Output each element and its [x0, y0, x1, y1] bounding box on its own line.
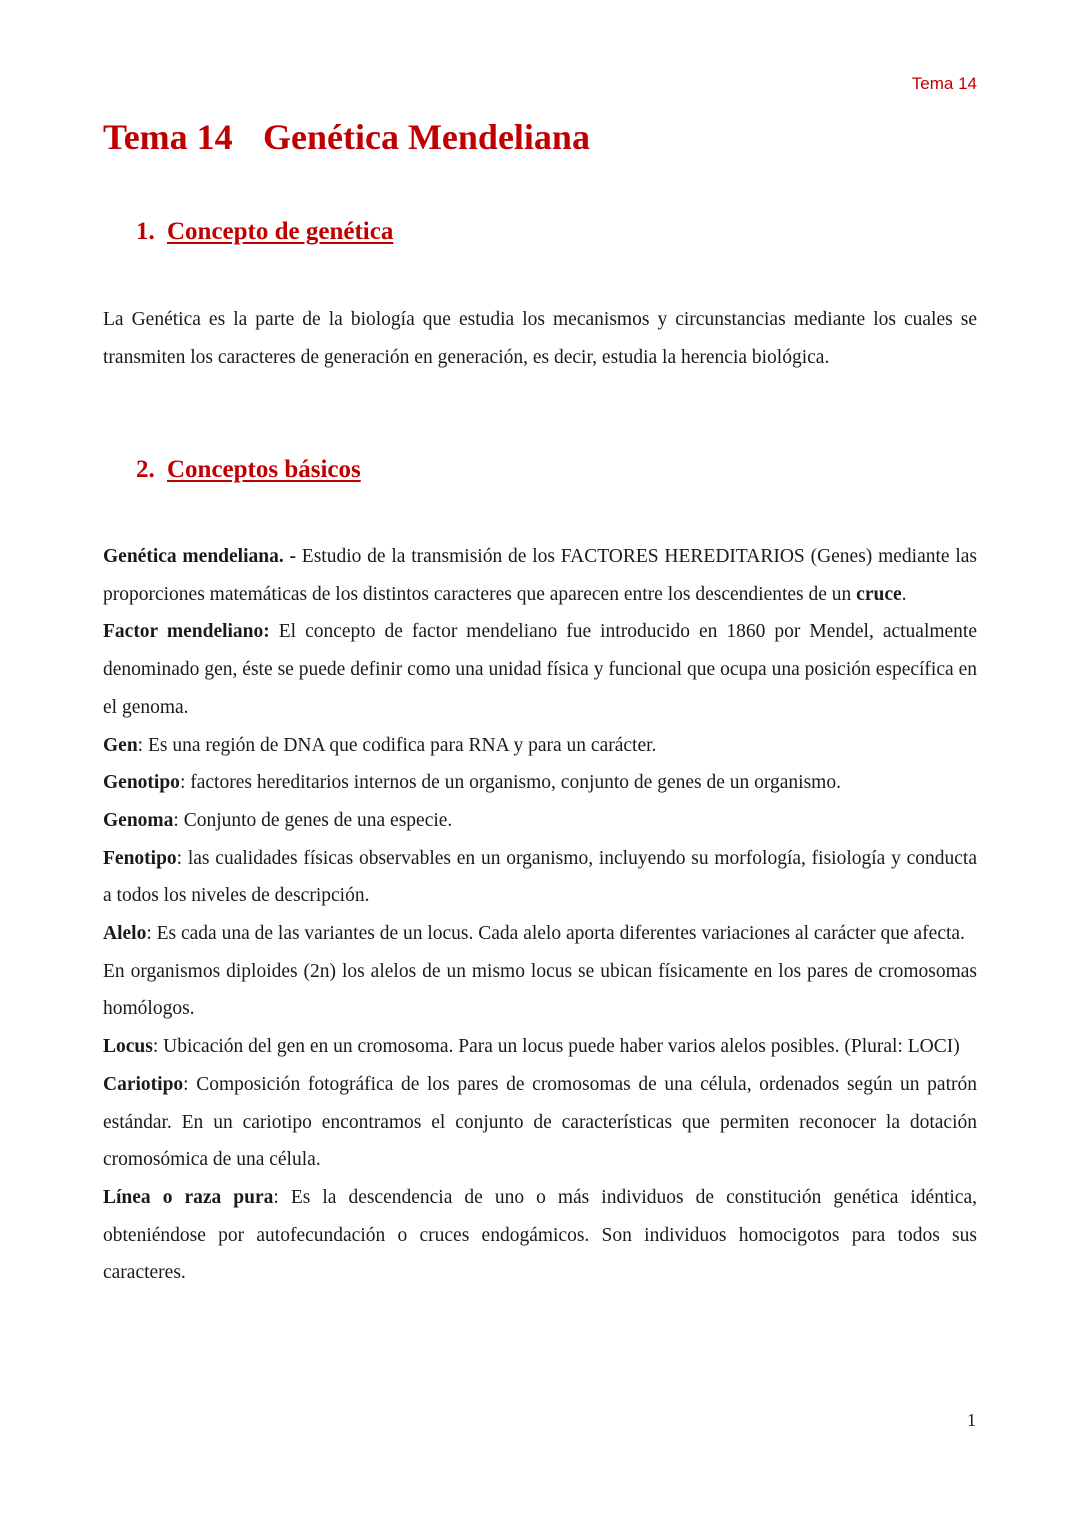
section-number: 1. [136, 218, 155, 245]
definition-term: Cariotipo [103, 1073, 184, 1095]
definition-factor-mendeliano [103, 613, 977, 726]
definition-term: Línea o raza pura [103, 1186, 274, 1208]
section-number: 2. [136, 456, 155, 483]
definition-term: Factor mendeliano: [103, 621, 270, 643]
definition-genetica-mendeliana [103, 538, 977, 613]
section-heading-2 [136, 456, 361, 484]
title-text: Genética Mendeliana [263, 117, 590, 157]
definition-term: Genotipo [103, 772, 180, 794]
definition-term: Genoma [103, 809, 174, 831]
definition-text: : Conjunto de genes de una especie. [173, 809, 453, 831]
definition-text: Estudio de la transmisión de los FACTORES HEREDITARIOS (Genes) mediante las proporciones matemáticas de los distintos caracteres que aparecen entre los descendientes de un [103, 546, 977, 605]
definition-term: Fenotipo [103, 847, 177, 869]
section-heading-1 [136, 218, 393, 246]
definition-term: Gen [103, 734, 138, 756]
definition-term: Genética mendeliana. - [103, 546, 297, 567]
definition-fenotipo [103, 840, 977, 915]
definition-term: Locus [103, 1036, 153, 1058]
definition-text: : Es la descendencia de uno o más individuos de constitución genética idéntica, obteniéndose por autofecundación o cruces endogámicos. Son individuos homocigotos para todos sus caracteres. [103, 1186, 977, 1284]
definition-linea-pura [103, 1179, 977, 1292]
definition-text: : las cualidades físicas observables en un organismo, incluyendo su morfología, fisiología y conducta a todos los niveles de descripción. [103, 847, 977, 907]
paragraph-genetica: La Genética es la parte de la biología que estudia los mecanismos y circunstancias mediante los cuales se transmiten los caracteres de generación en generación, es decir, estudia la herencia biológica. [103, 309, 977, 368]
definition-term-cruce: cruce [856, 583, 902, 605]
section-title: Conceptos básicos [167, 456, 361, 483]
section-title: Concepto de genética [167, 218, 394, 245]
definitions-list [103, 538, 977, 1292]
title-number: Tema 14 [103, 117, 233, 157]
page-title [103, 116, 590, 158]
definition-alelo [103, 915, 977, 953]
paragraph-diploides [103, 953, 977, 1028]
definition-text: : Es cada una de las variantes de un locus. Cada alelo aporta diferentes variaciones al carácter que afecta. [146, 923, 965, 945]
definition-text: : Ubicación del gen en un cromosoma. Para un locus puede haber varios alelos posibles. (Plural: LOCI) [152, 1036, 960, 1058]
definition-genotipo [103, 764, 977, 802]
definition-text: : Es una región de DNA que codifica para RNA y para un carácter. [137, 734, 657, 756]
definition-text: . [901, 583, 907, 605]
definition-term: Alelo [103, 923, 147, 945]
running-header: Tema 14 [911, 74, 977, 93]
definition-text: : factores hereditarios internos de un organismo, conjunto de genes de un organismo. [179, 772, 841, 794]
definition-genoma [103, 802, 977, 840]
definition-cariotipo [103, 1066, 977, 1179]
definition-gen [103, 727, 977, 765]
page-number: 1 [967, 1410, 976, 1430]
definition-text: En organismos diploides (2n) los alelos de un mismo locus se ubican físicamente en los pares de cromosomas homólogos. [103, 960, 977, 1020]
definition-text: El concepto de factor mendeliano fue introducido en 1860 por Mendel, actualmente denominado gen, éste se puede definir como una unidad física y funcional que ocupa una posición específica en el genoma. [103, 621, 978, 718]
definition-text: : Composición fotográfica de los pares de cromosomas de una célula, ordenados según un patrón estándar. En un cariotipo encontramos el conjunto de características que permiten reconocer la dotación cromosómica de una célula. [103, 1073, 977, 1171]
definition-locus [103, 1028, 977, 1066]
